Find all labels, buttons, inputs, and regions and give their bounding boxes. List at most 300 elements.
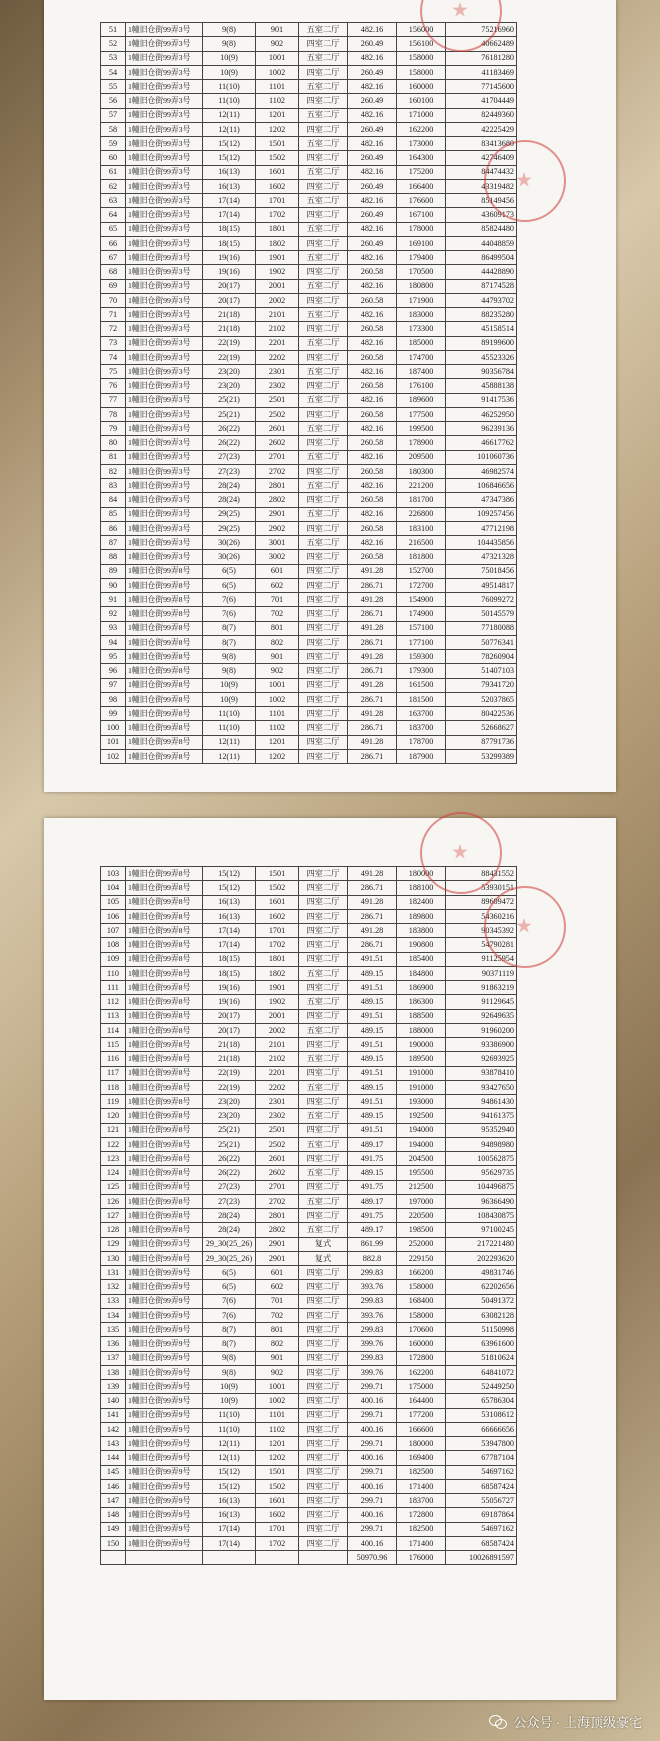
table-cell: 1001: [256, 1380, 299, 1394]
table-cell: 1幢旧仓街99弄8号: [126, 981, 203, 995]
table-cell: 四室二厅: [299, 593, 348, 607]
table-cell: 901: [256, 23, 299, 37]
table-cell: 701: [256, 1294, 299, 1308]
table-cell: 181800: [397, 550, 446, 564]
table-cell: 1幢旧仓街99弄8号: [126, 707, 203, 721]
table-cell: 103: [101, 867, 126, 881]
table-cell: 四室二厅: [299, 464, 348, 478]
table-cell: 166200: [397, 1266, 446, 1280]
table-cell: 22(19): [203, 336, 256, 350]
table-cell: 489.15: [348, 1080, 397, 1094]
table-cell: 1幢旧仓街99弄9号: [126, 1394, 203, 1408]
table-cell: 489.15: [348, 1023, 397, 1037]
table-cell: 602: [256, 1280, 299, 1294]
table-cell: 286.71: [348, 909, 397, 923]
table-cell: 1幢旧仓街99弄3号: [126, 222, 203, 236]
table-row: [101, 536, 517, 550]
table-cell: 10(9): [203, 65, 256, 79]
table-cell: 四室二厅: [299, 678, 348, 692]
table-cell: 15(12): [203, 137, 256, 151]
table-cell: 179300: [397, 664, 446, 678]
table-row: [101, 1365, 517, 1379]
table-row: [101, 236, 517, 250]
table-cell: 28(24): [203, 1209, 256, 1223]
table-cell: [203, 1551, 256, 1565]
table-cell: 23(20): [203, 1109, 256, 1123]
table-row: [101, 151, 517, 165]
price-list-page-2: [44, 818, 616, 1700]
table-cell: 91960200: [446, 1023, 517, 1037]
table-cell: 142: [101, 1422, 126, 1436]
table-cell: 16(13): [203, 179, 256, 193]
table-cell: 491.51: [348, 1066, 397, 1080]
table-cell: 19(16): [203, 995, 256, 1009]
table-cell: 21(18): [203, 322, 256, 336]
table-cell: 47347386: [446, 493, 517, 507]
table-row: [101, 1080, 517, 1094]
table-row: [101, 407, 517, 421]
table-cell: 181700: [397, 493, 446, 507]
table-cell: 17(14): [203, 1536, 256, 1550]
table-cell: 88: [101, 550, 126, 564]
table-cell: 124: [101, 1166, 126, 1180]
table-cell: 183700: [397, 1494, 446, 1508]
table-cell: 173300: [397, 322, 446, 336]
table-cell: 四室二厅: [299, 179, 348, 193]
table-cell: 53930151: [446, 881, 517, 895]
table-cell: 1幢旧仓街99弄3号: [126, 422, 203, 436]
table-cell: 25(21): [203, 1123, 256, 1137]
table-cell: 399.76: [348, 1365, 397, 1379]
table-cell: 1502: [256, 151, 299, 165]
table-cell: 45158514: [446, 322, 517, 336]
table-row: [101, 1494, 517, 1508]
table-cell: 1幢旧仓街99弄8号: [126, 1137, 203, 1151]
table-cell: 902: [256, 37, 299, 51]
table-cell: 四室二厅: [299, 1494, 348, 1508]
table-cell: 五室二厅: [299, 365, 348, 379]
table-cell: [299, 1551, 348, 1565]
table-cell: 1幢旧仓街99弄9号: [126, 1522, 203, 1536]
table-cell: 92: [101, 607, 126, 621]
table-cell: 158000: [397, 1280, 446, 1294]
table-cell: 491.51: [348, 1038, 397, 1052]
table-cell: 27(23): [203, 450, 256, 464]
table-cell: 46617762: [446, 436, 517, 450]
table-cell: 180000: [397, 1437, 446, 1451]
table-cell: 47712198: [446, 521, 517, 535]
table-cell: 176100: [397, 379, 446, 393]
table-cell: 12(11): [203, 122, 256, 136]
table-cell: 1602: [256, 179, 299, 193]
table-cell: 491.28: [348, 593, 397, 607]
table-cell: 1幢旧仓街99弄8号: [126, 966, 203, 980]
table-cell: 44048859: [446, 236, 517, 250]
table-cell: 187900: [397, 749, 446, 763]
table-cell: 185400: [397, 952, 446, 966]
table-cell: 260.58: [348, 322, 397, 336]
table-row: [101, 607, 517, 621]
table-cell: 601: [256, 1266, 299, 1280]
table-cell: 491.51: [348, 981, 397, 995]
table-cell: 50776341: [446, 635, 517, 649]
table-cell: 1幢旧仓街99弄3号: [126, 1237, 203, 1251]
table-cell: 482.16: [348, 222, 397, 236]
table-cell: 482.16: [348, 536, 397, 550]
table-cell: 198500: [397, 1223, 446, 1237]
table-cell: 216500: [397, 536, 446, 550]
table-row: [101, 721, 517, 735]
table-cell: 1幢旧仓街99弄8号: [126, 664, 203, 678]
table-row: [101, 650, 517, 664]
table-cell: 89199600: [446, 336, 517, 350]
table-cell: 209500: [397, 450, 446, 464]
table-cell: 1幢旧仓街99弄9号: [126, 1408, 203, 1422]
table-cell: 68587424: [446, 1536, 517, 1550]
table-cell: 四室二厅: [299, 621, 348, 635]
table-cell: 6(5): [203, 1280, 256, 1294]
table-cell: 162200: [397, 1365, 446, 1379]
table-cell: 482.16: [348, 23, 397, 37]
table-cell: 186300: [397, 995, 446, 1009]
table-cell: 1102: [256, 1422, 299, 1436]
table-cell: 77180088: [446, 621, 517, 635]
table-cell: 180300: [397, 464, 446, 478]
table-cell: 2501: [256, 1123, 299, 1137]
table-cell: 五室二厅: [299, 51, 348, 65]
table-cell: 1幢旧仓街99弄3号: [126, 51, 203, 65]
table-row: [101, 1137, 517, 1151]
table-cell: 四室二厅: [299, 1308, 348, 1322]
table-cell: 75018456: [446, 564, 517, 578]
table-cell: 1幢旧仓街99弄3号: [126, 80, 203, 94]
table-row: [101, 1422, 517, 1436]
table-cell: 1幢旧仓街99弄9号: [126, 1437, 203, 1451]
table-cell: 2702: [256, 464, 299, 478]
table-cell: 1幢旧仓街99弄8号: [126, 1080, 203, 1094]
table-cell: 180000: [397, 867, 446, 881]
table-cell: 144: [101, 1451, 126, 1465]
table-cell: 69187864: [446, 1508, 517, 1522]
table-cell: 482.16: [348, 365, 397, 379]
table-cell: 1幢旧仓街99弄8号: [126, 593, 203, 607]
table-cell: 286.71: [348, 692, 397, 706]
table-cell: 491.75: [348, 1152, 397, 1166]
table-cell: 299.83: [348, 1266, 397, 1280]
table-row: [101, 1294, 517, 1308]
table-cell: 29_30(25_26): [203, 1251, 256, 1265]
table-cell: 五室二厅: [299, 194, 348, 208]
table-cell: 482.16: [348, 279, 397, 293]
table-cell: 491.28: [348, 924, 397, 938]
table-cell: 93878410: [446, 1066, 517, 1080]
table-cell: 183800: [397, 924, 446, 938]
table-cell: 482.16: [348, 165, 397, 179]
table-cell: 四室二厅: [299, 265, 348, 279]
table-cell: 400.16: [348, 1422, 397, 1436]
table-cell: 489.15: [348, 1166, 397, 1180]
table-cell: 170600: [397, 1323, 446, 1337]
table-cell: 68: [101, 265, 126, 279]
table-cell: 178700: [397, 735, 446, 749]
table-row: [101, 23, 517, 37]
table-cell: 四室二厅: [299, 1422, 348, 1436]
table-cell: 1幢旧仓街99弄9号: [126, 1465, 203, 1479]
table-cell: 135: [101, 1323, 126, 1337]
table-cell: 902: [256, 664, 299, 678]
table-row: [101, 881, 517, 895]
table-cell: 180800: [397, 279, 446, 293]
table-cell: 1902: [256, 995, 299, 1009]
table-row: [101, 749, 517, 763]
table-cell: 四室二厅: [299, 379, 348, 393]
price-table-page-2: [100, 866, 517, 1565]
table-cell: 491.28: [348, 707, 397, 721]
table-cell: 120: [101, 1109, 126, 1123]
table-cell: 四室二厅: [299, 1451, 348, 1465]
table-row: [101, 707, 517, 721]
table-cell: 186900: [397, 981, 446, 995]
table-cell: 193000: [397, 1095, 446, 1109]
table-cell: 四室二厅: [299, 909, 348, 923]
table-cell: 16(13): [203, 895, 256, 909]
table-cell: 74: [101, 350, 126, 364]
table-cell: 1502: [256, 1479, 299, 1493]
table-cell: 91863219: [446, 981, 517, 995]
table-cell: 41183469: [446, 65, 517, 79]
table-cell: 139: [101, 1380, 126, 1394]
table-cell: 50145579: [446, 607, 517, 621]
table-cell: 1幢旧仓街99弄3号: [126, 436, 203, 450]
table-cell: 四室二厅: [299, 895, 348, 909]
table-cell: 1幢旧仓街99弄3号: [126, 236, 203, 250]
table-cell: 四室二厅: [299, 1479, 348, 1493]
table-cell: 181500: [397, 692, 446, 706]
table-cell: 1幢旧仓街99弄3号: [126, 137, 203, 151]
table-cell: 五室二厅: [299, 23, 348, 37]
table-cell: 四室二厅: [299, 322, 348, 336]
table-cell: 1702: [256, 1536, 299, 1550]
table-cell: 四室二厅: [299, 635, 348, 649]
table-cell: 29_30(25_26): [203, 1237, 256, 1251]
table-cell: 80: [101, 436, 126, 450]
table-cell: 四室二厅: [299, 867, 348, 881]
table-cell: 四室二厅: [299, 1280, 348, 1294]
table-cell: 183100: [397, 521, 446, 535]
table-cell: 2202: [256, 1080, 299, 1094]
table-cell: 491.75: [348, 1209, 397, 1223]
table-row: [101, 1152, 517, 1166]
table-row: [101, 179, 517, 193]
table-cell: 1501: [256, 1465, 299, 1479]
table-cell: 四室二厅: [299, 1009, 348, 1023]
table-cell: 15(12): [203, 1479, 256, 1493]
table-cell: 25(21): [203, 1137, 256, 1151]
table-cell: 88235280: [446, 308, 517, 322]
table-cell: 85824480: [446, 222, 517, 236]
table-cell: 491.75: [348, 1180, 397, 1194]
table-cell: 299.83: [348, 1323, 397, 1337]
table-cell: 1幢旧仓街99弄8号: [126, 924, 203, 938]
table-cell: 79: [101, 422, 126, 436]
table-cell: 1幢旧仓街99弄3号: [126, 293, 203, 307]
table-cell: 10026891597: [446, 1551, 517, 1565]
table-row: [101, 635, 517, 649]
table-cell: 299.71: [348, 1465, 397, 1479]
table-cell: 299.71: [348, 1494, 397, 1508]
table-cell: 2302: [256, 379, 299, 393]
table-cell: 1幢旧仓街99弄3号: [126, 450, 203, 464]
table-cell: 171400: [397, 1479, 446, 1493]
table-cell: 8(7): [203, 1337, 256, 1351]
table-cell: 五室二厅: [299, 80, 348, 94]
table-cell: 2301: [256, 1095, 299, 1109]
table-cell: 202293620: [446, 1251, 517, 1265]
table-cell: 92693925: [446, 1052, 517, 1066]
table-row: [101, 393, 517, 407]
table-cell: 130: [101, 1251, 126, 1265]
table-cell: 98: [101, 692, 126, 706]
table-row: [101, 578, 517, 592]
table-cell: 1幢旧仓街99弄9号: [126, 1308, 203, 1322]
table-cell: 482.16: [348, 251, 397, 265]
table-row: [101, 464, 517, 478]
table-cell: 260.49: [348, 208, 397, 222]
table-row: [101, 1251, 517, 1265]
table-cell: 2101: [256, 1038, 299, 1052]
table-cell: 11(10): [203, 1422, 256, 1436]
table-cell: 54: [101, 65, 126, 79]
table-cell: 491.28: [348, 621, 397, 635]
table-cell: 1幢旧仓街99弄8号: [126, 1095, 203, 1109]
table-cell: 260.49: [348, 179, 397, 193]
table-cell: 172800: [397, 1508, 446, 1522]
table-cell: 1幢旧仓街99弄8号: [126, 1166, 203, 1180]
table-row: [101, 593, 517, 607]
table-cell: 1901: [256, 981, 299, 995]
table-cell: 50491372: [446, 1294, 517, 1308]
table-cell: 12(11): [203, 735, 256, 749]
table-row: [101, 924, 517, 938]
table-cell: 87: [101, 536, 126, 550]
table-cell: 1幢旧仓街99弄8号: [126, 721, 203, 735]
table-cell: 489.15: [348, 1052, 397, 1066]
table-cell: 1801: [256, 222, 299, 236]
table-cell: 54360216: [446, 909, 517, 923]
table-cell: 491.51: [348, 1123, 397, 1137]
table-cell: 2901: [256, 1237, 299, 1251]
table-row: [101, 1123, 517, 1137]
table-cell: 2801: [256, 479, 299, 493]
table-cell: 94: [101, 635, 126, 649]
table-cell: 489.15: [348, 1109, 397, 1123]
table-cell: 861.99: [348, 1237, 397, 1251]
table-cell: 171900: [397, 293, 446, 307]
table-cell: 52668627: [446, 721, 517, 735]
table-cell: 489.15: [348, 966, 397, 980]
table-cell: 55: [101, 80, 126, 94]
table-cell: 16(13): [203, 909, 256, 923]
table-cell: 四室二厅: [299, 1095, 348, 1109]
table-cell: 23(20): [203, 1095, 256, 1109]
table-row: [101, 208, 517, 222]
table-cell: 1幢旧仓街99弄3号: [126, 165, 203, 179]
table-cell: 2702: [256, 1194, 299, 1208]
table-cell: 27(23): [203, 1194, 256, 1208]
table-cell: 四室二厅: [299, 881, 348, 895]
table-cell: 393.76: [348, 1308, 397, 1322]
table-cell: 86499504: [446, 251, 517, 265]
table-cell: 299.83: [348, 1294, 397, 1308]
table-cell: 1幢旧仓街99弄8号: [126, 749, 203, 763]
table-cell: 45523326: [446, 350, 517, 364]
table-row: [101, 621, 517, 635]
table-cell: 2002: [256, 293, 299, 307]
table-cell: 2602: [256, 436, 299, 450]
table-cell: 2701: [256, 450, 299, 464]
table-cell: 18(15): [203, 222, 256, 236]
table-cell: 1幢旧仓街99弄3号: [126, 151, 203, 165]
table-cell: 1901: [256, 251, 299, 265]
table-cell: 152700: [397, 564, 446, 578]
table-cell: 126: [101, 1194, 126, 1208]
table-cell: 399.76: [348, 1337, 397, 1351]
table-cell: 四室二厅: [299, 208, 348, 222]
price-table-body-1: [101, 23, 517, 764]
table-cell: 482.16: [348, 393, 397, 407]
table-cell: 五室二厅: [299, 251, 348, 265]
table-cell: 四室二厅: [299, 578, 348, 592]
table-cell: 286.71: [348, 664, 397, 678]
table-cell: 128: [101, 1223, 126, 1237]
table-cell: 1幢旧仓街99弄3号: [126, 507, 203, 521]
table-cell: 17(14): [203, 208, 256, 222]
table-row: [101, 1451, 517, 1465]
table-cell: 五室二厅: [299, 1166, 348, 1180]
table-row: [101, 379, 517, 393]
table-cell: 四室二厅: [299, 1266, 348, 1280]
table-cell: 1602: [256, 909, 299, 923]
table-cell: 30(26): [203, 550, 256, 564]
table-cell: 160100: [397, 94, 446, 108]
table-cell: 104: [101, 881, 126, 895]
table-cell: 29(25): [203, 507, 256, 521]
table-cell: 174700: [397, 350, 446, 364]
table-cell: 五室二厅: [299, 108, 348, 122]
table-cell: 229150: [397, 1251, 446, 1265]
table-cell: 172800: [397, 1351, 446, 1365]
table-cell: 260.58: [348, 407, 397, 421]
table-row: [101, 94, 517, 108]
table-cell: 五室二厅: [299, 479, 348, 493]
table-row: [101, 265, 517, 279]
table-cell: 1202: [256, 122, 299, 136]
table-cell: 1幢旧仓街99弄8号: [126, 909, 203, 923]
table-cell: 8(7): [203, 635, 256, 649]
table-cell: 11(10): [203, 707, 256, 721]
table-cell: 2001: [256, 279, 299, 293]
table-cell: 2901: [256, 1251, 299, 1265]
table-cell: 8(7): [203, 1323, 256, 1337]
table-cell: 25(21): [203, 393, 256, 407]
table-cell: 159300: [397, 650, 446, 664]
table-cell: 1幢旧仓街99弄9号: [126, 1508, 203, 1522]
table-cell: 65: [101, 222, 126, 236]
table-cell: 1201: [256, 735, 299, 749]
table-cell: 26(22): [203, 422, 256, 436]
table-cell: 166600: [397, 1422, 446, 1436]
table-cell: 70: [101, 293, 126, 307]
